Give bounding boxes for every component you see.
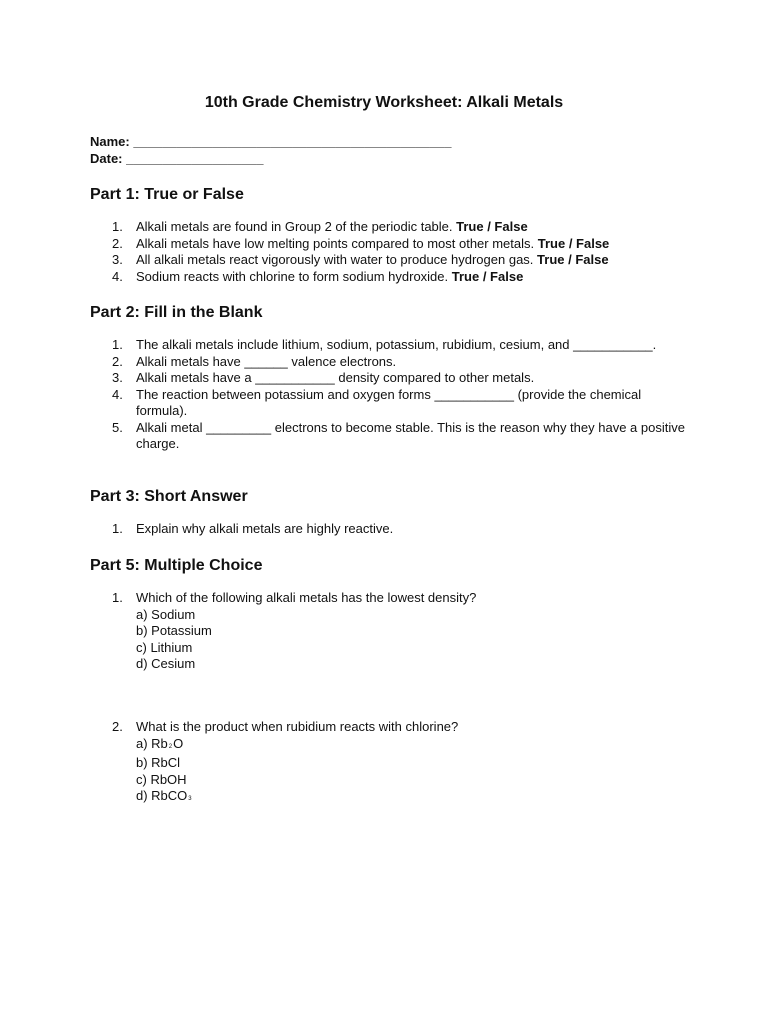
list-item [90,521,690,538]
question-text: What is the product when rubidium reacts with chlorine? [136,719,459,734]
item-number: 3. [112,370,123,385]
option-b[interactable]: b) RbCl [136,755,181,770]
part3-list [90,521,690,538]
list-item [90,387,690,420]
option-d[interactable]: d) Cesium [136,656,196,671]
option-c[interactable]: c) RbOH [136,771,187,787]
option-c[interactable]: c) Lithium [136,639,193,655]
page-title: 10th Grade Chemistry Worksheet: Alkali Metals [204,94,564,111]
part5-question-1 [90,590,690,673]
list-item [90,269,690,286]
list-item [90,236,690,253]
true-false-label[interactable]: True / False [456,219,528,234]
option-a[interactable]: a) Sodium [136,606,196,622]
option-d-prefix: d) RbCO [136,788,188,803]
item-number: 1. [112,219,123,234]
list-item [90,219,690,236]
list-item [90,354,690,371]
true-false-label[interactable]: True / False [451,268,524,284]
true-false-label[interactable]: True / False [537,235,610,251]
item-number: 1. [112,521,123,536]
item-number: 2. [112,235,123,251]
true-false-label[interactable]: True / False [537,252,609,267]
option-b[interactable]: b) Potassium [136,623,212,638]
item-text: Alkali metals have ______ valence electrons. [136,353,397,369]
item-number: 1. [112,590,123,605]
part1-heading: Part 1: True or False [90,186,244,203]
list-item [90,719,690,808]
item-number: 4. [112,386,123,402]
list-item [90,420,690,453]
name-field[interactable]: Name: ____________________________________________ [90,134,452,149]
item-number: 2. [112,719,123,734]
date-field[interactable]: Date: ___________________ [90,151,264,166]
list-item [90,590,690,673]
item-text: Alkali metals have a ___________ density compared to other metals. [136,370,535,385]
item-text: Alkali metals have low melting points compared to most other metals. [136,235,535,251]
list-item [90,252,690,269]
part3-heading: Part 3: Short Answer [90,488,248,505]
list-item [90,370,690,387]
item-number: 4. [112,268,123,284]
option-d[interactable] [136,788,690,808]
question-text: Which of the following alkali metals has the lowest density? [136,590,477,605]
item-text: Alkali metal _________ electrons to become stable. This is the reason why they have a positive charge. [136,419,685,451]
item-number: 2. [112,353,123,369]
item-text: All alkali metals react vigorously with water to produce hydrogen gas. [136,252,534,267]
item-text: Explain why alkali metals are highly reactive. [136,521,394,536]
item-text: Sodium reacts with chlorine to form sodium hydroxide. [136,268,449,284]
item-number: 3. [112,252,123,267]
item-text: The reaction between potassium and oxygen forms ___________ (provide the chemical formula). [136,386,642,418]
list-item [90,337,690,354]
option-a-prefix: a) Rb [136,735,168,751]
item-text: Alkali metals are found in Group 2 of the periodic table. [136,219,453,234]
subscript: 3 [188,796,192,802]
item-number: 5. [112,419,123,435]
part2-heading: Part 2: Fill in the Blank [90,304,263,321]
subscript: 2 [168,743,173,750]
part1-list [90,219,690,285]
part5-question-2 [90,719,690,808]
option-a[interactable] [136,736,690,756]
item-text: The alkali metals include lithium, sodium, potassium, rubidium, cesium, and ___________. [136,337,657,352]
option-a-suffix: O [173,735,184,751]
item-number: 1. [112,337,123,352]
part5-heading: Part 5: Multiple Choice [90,557,263,574]
part2-list [90,337,690,453]
